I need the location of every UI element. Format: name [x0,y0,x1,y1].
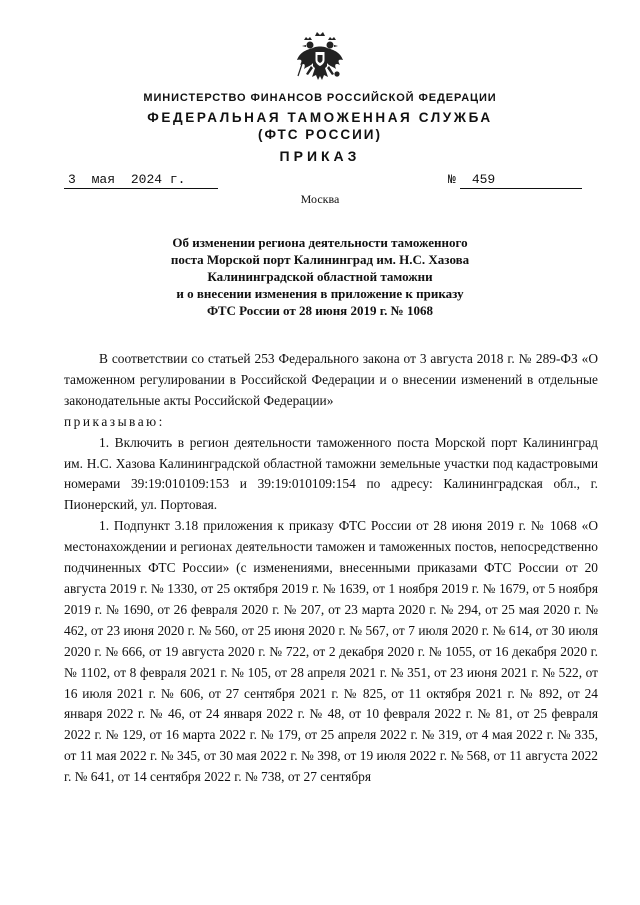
document-type: ПРИКАЗ [279,148,361,164]
order-month: мая [91,172,116,187]
order-number-value: 459 [460,172,582,189]
city: Москва [300,192,340,206]
preamble-paragraph: В соответствии со статьей 253 Федерального закона от 3 августа 2018 г. № 289-ФЗ «О таможенном регулировании в Российской Федерации и о внесении изменений в отдельные законодательные акты Российской Федерации» [64,351,598,408]
title-line: ФТС России от 28 июня 2019 г. № 1068 [207,303,433,318]
title-line: Об изменении региона деятельности таможенного [172,235,468,250]
order-day: 3 [68,172,76,187]
ministry-name: МИНИСТЕРСТВО ФИНАНСОВ РОССИЙСКОЙ ФЕДЕРАЦИИ [143,92,497,104]
title-line: поста Морской порт Калининград им. Н.С. Хазова [170,252,470,267]
service-name: ФЕДЕРАЛЬНАЯ ТАМОЖЕННАЯ СЛУЖБА [147,110,493,125]
title-line: Калининградской областной таможни [207,269,433,284]
order-year: 2024 г. [130,172,186,187]
order-title [110,234,530,319]
order-verb [64,412,598,433]
item-paragraph-1: 1. Включить в регион деятельности таможенного поста Морской порт Калининград им. Н.С. Хазова Калининградской областной таможни земельные участки под кадастровыми номерами 39:19:010109:153 и 39:19:010109:154 по адресу: Калининградская обл., г. Пионерский, ул. Портовая. [64,434,598,513]
order-verb-text: приказываю: [64,413,165,429]
order-body [64,349,598,788]
order-date [64,172,218,189]
service-abbreviation: (ФТС РОССИИ) [258,127,382,142]
russian-coat-of-arms-icon [296,30,344,86]
title-line: и о внесении изменения в приложение к приказу [176,286,464,301]
order-number [448,172,582,189]
item-paragraph-2: 1. Подпункт 3.18 приложения к приказу ФТС России от 28 июня 2019 г. № 1068 «О местонахождении и регионах деятельности таможен и таможенных постов, непосредственно подчиненных ФТС России» (с изменениями, внесенными приказами ФТС России от 20 августа 2019 г. № 1330, от 25 октября 2019 г. № 1639, от 1 ноября 2019 г. № 1679, от 5 ноября 2019 г. № 1690, от 26 февраля 2020 г. № 207, от 23 марта 2020 г. № 294, от 25 мая 2020 г. № 462, от 23 июня 2020 г. № 560, от 25 июня 2020 г. № 567, от 7 июля 2020 г. № 614, от 30 июля 2020 г. № 666, от 19 августа 2020 г. № 722, от 2 декабря 2020 г. № 1055, от 16 декабря 2020 г. № 1102, от 8 февраля 2021 г. № 105, от 28 апреля 2021 г. № 351, от 23 июня 2021 г. № 522, от 16 июля 2021 г. № 606, от 27 сентября 2021 г. № 825, от 11 октября 2021 г. № 892, от 24 января 2022 г. № 46, от 24 января 2022 г. № 48, от 10 февраля 2022 г. № 81, от 25 февраля 2022 г. № 129, от 16 марта 2022 г. № 179, от 25 апреля 2022 г. № 319, от 4 мая 2022 г. № 335, от 11 мая 2022 г. № 345, от 30 мая 2022 г. № 398, от 19 июля 2022 г. № 568, от 11 августа 2022 г. № 641, от 14 сентября 2022 г. № 738, от 27 сентября [64,518,598,785]
number-sign: № [448,172,456,187]
